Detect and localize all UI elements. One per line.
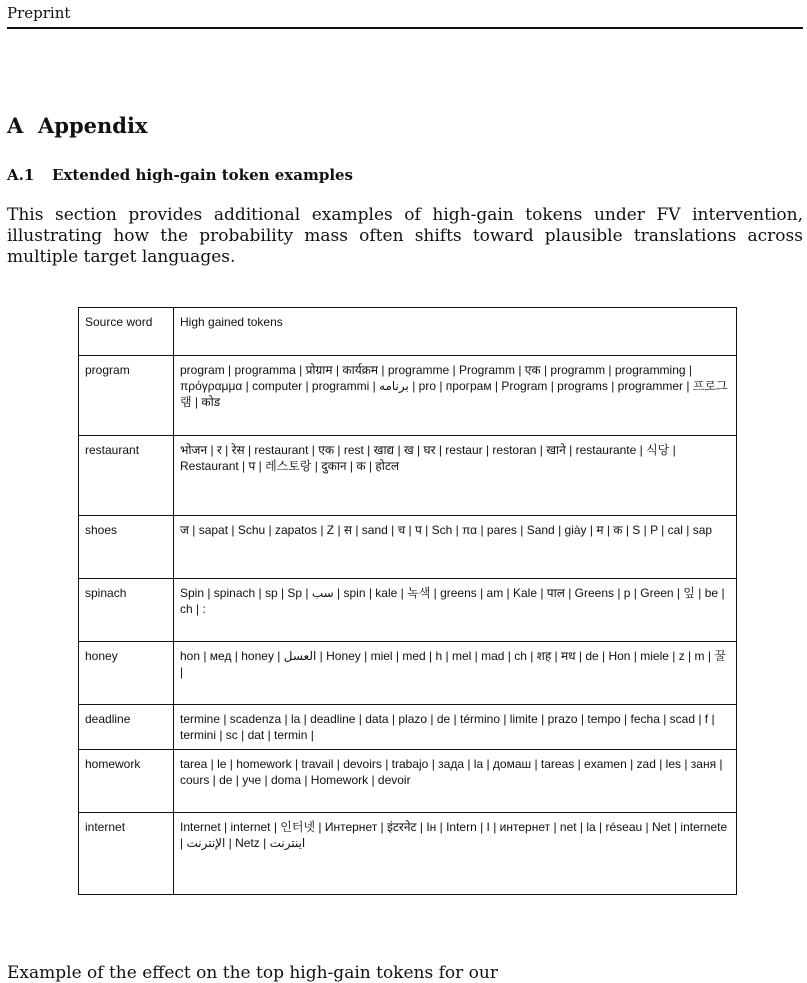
appendix-title: Appendix (38, 113, 148, 138)
table-row (79, 642, 737, 705)
source-word-cell: homework (79, 750, 174, 813)
header-high-gained-tokens: High gained tokens (174, 308, 737, 356)
subsection-number: A.1 (7, 166, 35, 184)
tokens-cell: tarea | le | homework | travail | devoirs | trabajo | зада | la | домаш | tareas | examen | zad | les | заня | cours | de | уче | doma | Homework | devoir (174, 750, 737, 813)
subsection-title: Extended high-gain token examples (52, 166, 354, 184)
table-row (79, 436, 737, 516)
source-word-cell: restaurant (79, 436, 174, 516)
source-word-cell: program (79, 356, 174, 436)
token-table (78, 307, 737, 895)
table-caption-partial: Example of the effect on the top high-gain tokens for our (7, 963, 498, 983)
table-row (79, 813, 737, 895)
tokens-cell: Internet | internet | 인터넷 | Интернет | इंटरनेट | Ін | Intern | I | интернет | net | la | réseau | Net | internete | الإنترنت | Netz | اینترنت (174, 813, 737, 895)
source-word-cell: spinach (79, 579, 174, 642)
subsection-heading (7, 166, 353, 184)
tokens-cell: termine | scadenza | la | deadline | data | plazo | de | término | limite | prazo | tempo | fecha | scad | f | termini | sc | dat | termin | (174, 705, 737, 750)
source-word-cell: shoes (79, 516, 174, 579)
header-source-word: Source word (79, 308, 174, 356)
tokens-cell: program | programma | प्रोग्राम | कार्यक्रम | programme | Programm | एक | programm | programming | πρόγραμμα | computer | programmi | برنامه | pro | програм | Program | programs | programmer | 프로그램 | कोड (174, 356, 737, 436)
source-word-cell: deadline (79, 705, 174, 750)
header-rule (7, 27, 803, 29)
tokens-cell: hon | мед | honey | العسل | Honey | miel | med | h | mel | mad | ch | शह | मध | de | Hon | miele | z | m | 꿀 | (174, 642, 737, 705)
table-header-row (79, 308, 737, 356)
running-header: Preprint (7, 4, 71, 22)
tokens-cell: भोजन | र | रेस | restaurant | एक | rest | खाद्य | ख | घर | restaur | restoran | खाने | restaurante | 식당 | Restaurant | प | 레스토랑 | दुकान | क | होटल (174, 436, 737, 516)
source-word-cell: internet (79, 813, 174, 895)
table-row (79, 750, 737, 813)
table-row (79, 579, 737, 642)
intro-paragraph: This section provides additional examples of high-gain tokens under FV intervention, illustrating how the probability mass often shifts toward plausible translations across multiple target languages. (7, 205, 803, 267)
tokens-cell: ज | sapat | Schu | zapatos | Z | स | sand | च | प | Sch | πα | pares | Sand | giày | म | क | S | P | cal | sap (174, 516, 737, 579)
appendix-heading (7, 113, 147, 138)
source-word-cell: honey (79, 642, 174, 705)
tokens-cell: Spin | spinach | sp | Sp | سب | spin | kale | 녹색 | greens | am | Kale | पाल | Greens | p | Green | 잎 | be | ch | : (174, 579, 737, 642)
table-row (79, 356, 737, 436)
table-row (79, 516, 737, 579)
appendix-number: A (7, 113, 24, 138)
table-row (79, 705, 737, 750)
